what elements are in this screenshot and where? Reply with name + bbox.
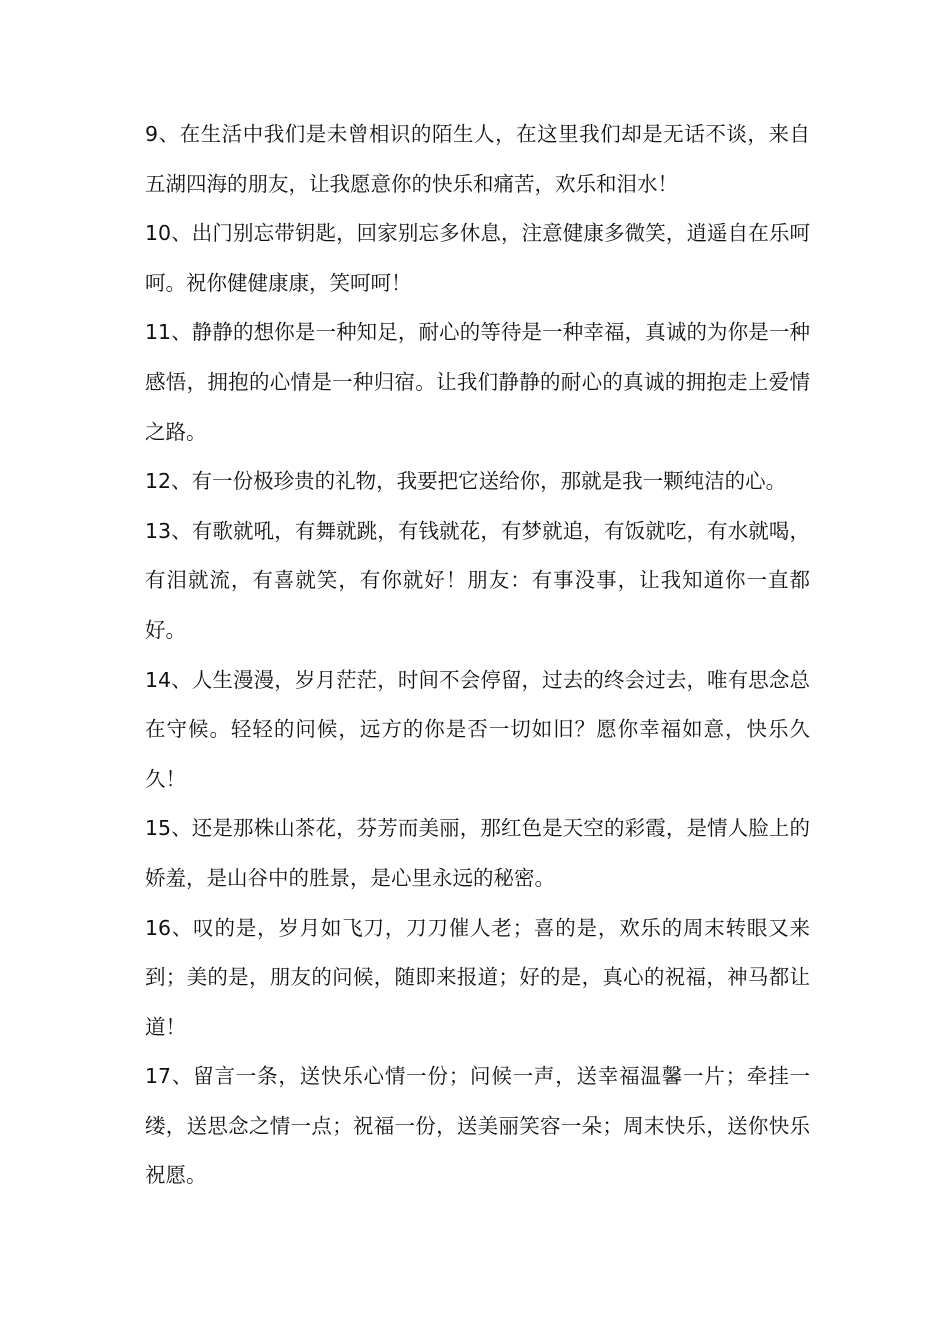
paragraph-14: 14、人生漫漫，岁月茫茫，时间不会停留，过去的终会过去，唯有思念总在守候。轻轻的问候，远方的你是否一切如旧？愿你幸福如意，快乐久久！	[145, 667, 810, 791]
document-body	[145, 110, 810, 1201]
paragraph-13: 13、有歌就吼，有舞就跳，有钱就花，有梦就追，有饭就吃，有水就喝，有泪就流，有喜就笑，有你就好！朋友：有事没事，让我知道你一直都好。	[145, 518, 810, 642]
paragraph-17: 17、留言一条，送快乐心情一份；问候一声，送幸福温馨一片；牵挂一缕，送思念之情一点；祝福一份，送美丽笑容一朵；周末快乐，送你快乐祝愿。	[145, 1064, 810, 1188]
paragraph-12: 12、有一份极珍贵的礼物，我要把它送给你，那就是我一颗纯洁的心。	[145, 469, 787, 494]
paragraph-15: 15、还是那株山茶花，芬芳而美丽，那红色是天空的彩霞，是情人脸上的娇羞，是山谷中的胜景，是心里永远的秘密。	[145, 816, 810, 890]
paragraph-9: 9、在生活中我们是未曾相识的陌生人，在这里我们却是无话不谈，来自五湖四海的朋友，让我愿意你的快乐和痛苦，欢乐和泪水！	[145, 122, 810, 196]
paragraph-16: 16、叹的是，岁月如飞刀，刀刀催人老；喜的是，欢乐的周末转眼又来到；美的是，朋友的问候，随即来报道；好的是，真心的祝福，神马都让道！	[145, 915, 810, 1039]
paragraph-11: 11、静静的想你是一种知足，耐心的等待是一种幸福，真诚的为你是一种感悟，拥抱的心情是一种归宿。让我们静静的耐心的真诚的拥抱走上爱情之路。	[145, 320, 810, 444]
paragraph-10: 10、出门别忘带钥匙，回家别忘多休息，注意健康多微笑，逍遥自在乐呵呵。祝你健健康康，笑呵呵！	[145, 221, 810, 295]
